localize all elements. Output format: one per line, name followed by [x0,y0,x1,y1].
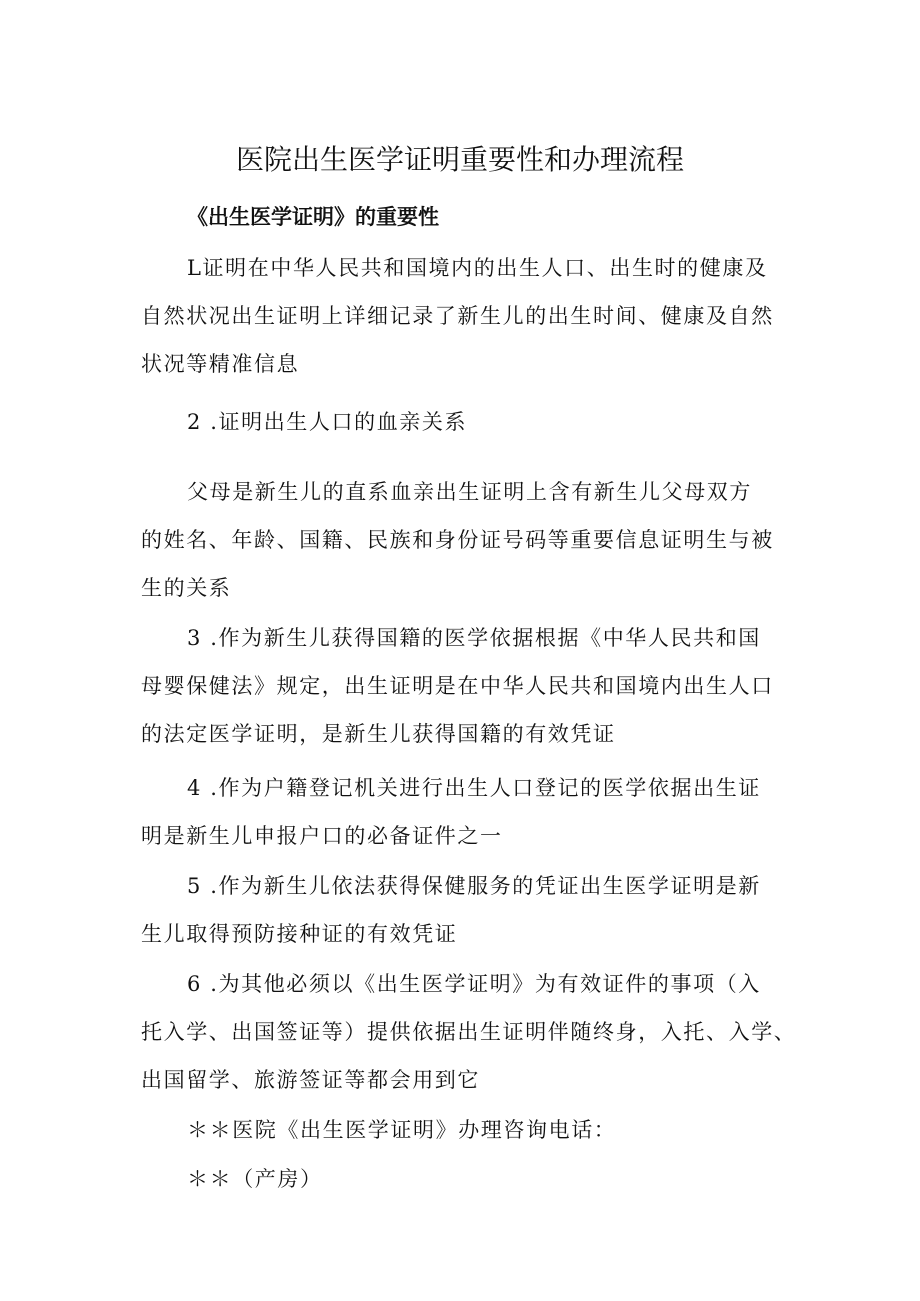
paragraph-line: 3 .作为新生儿获得国籍的医学依据根据《中华人民共和国 [187,626,761,650]
paragraph-line: 明是新生儿申报户口的必备证件之一 [141,824,503,848]
paragraph-line: 的法定医学证明，是新生儿获得国籍的有效凭证 [141,722,616,746]
paragraph-line: 母婴保健法》规定，出生证明是在中华人民共和国境内出生人口 [141,674,774,698]
contact-heading: ＊＊医院《出生医学证明》办理咨询电话： [187,1118,617,1142]
paragraph-line: 4 .作为户籍登记机关进行出生人口登记的医学依据出生证 [187,776,761,800]
paragraph-section-1 [141,244,791,388]
section-subtitle: 《出生医学证明》的重要性 [187,205,439,229]
paragraph-section-2 [141,468,791,612]
paragraph-line: 状况等精准信息 [141,352,300,376]
paragraph-line: 托入学、出国签证等）提供依据出生证明伴随终身，入托、入学、 [141,1020,797,1044]
paragraph-section-6 [141,960,797,1104]
paragraph-line: 生儿取得预防接种证的有效凭证 [141,922,458,946]
paragraph-line: 自然状况出生证明上详细记录了新生儿的出生时间、健康及自然 [141,304,774,328]
paragraph-line: 出国留学、旅游签证等都会用到它 [141,1068,480,1092]
paragraph-section-4 [141,764,791,860]
paragraph-line: 6 .为其他必须以《出生医学证明》为有效证件的事项（入 [187,972,761,996]
paragraph-section-3 [141,614,791,758]
section-2-heading: 2 .证明出生人口的血亲关系 [187,410,468,434]
paragraph-line: L证明在中华人民共和国境内的出生人口、出生时的健康及 [187,256,768,280]
document-title: 医院出生医学证明重要性和办理流程 [235,143,684,176]
paragraph-line: 生的关系 [141,576,232,600]
paragraph-line: 父母是新生儿的直系血亲出生证明上含有新生儿父母双方 [187,480,752,504]
paragraph-section-5 [141,862,791,958]
paragraph-line: 的姓名、年龄、国籍、民族和身份证号码等重要信息证明生与被 [141,528,774,552]
paragraph-line: 5 .作为新生儿依法获得保健服务的凭证出生医学证明是新 [187,874,761,898]
contact-item: ＊＊（产房） [187,1167,323,1191]
